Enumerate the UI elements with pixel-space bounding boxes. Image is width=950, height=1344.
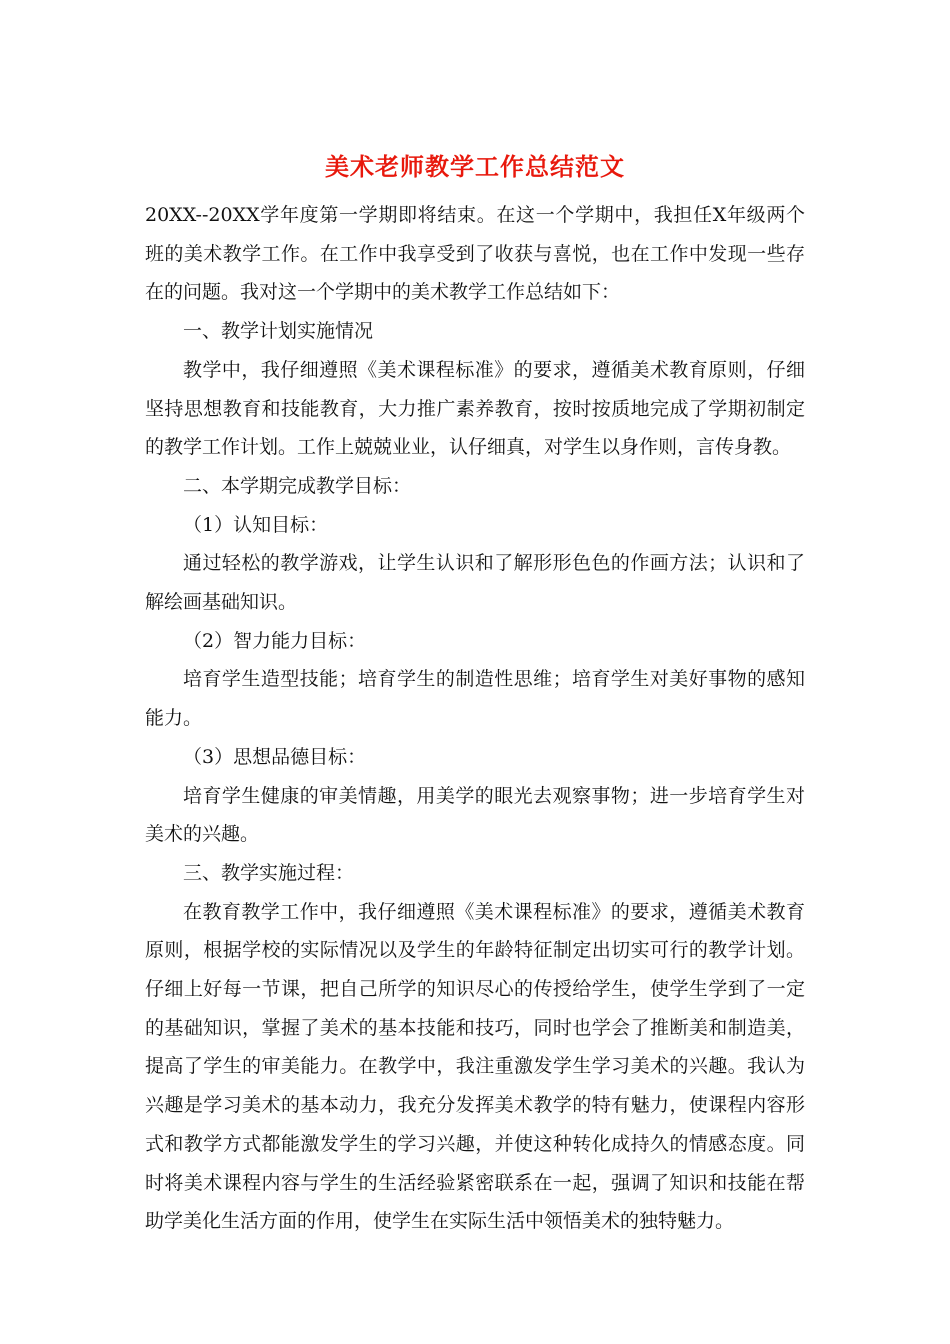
section-heading-1: 一、教学计划实施情况: [183, 320, 374, 343]
document-body: [145, 196, 805, 1241]
section-heading-3: 三、教学实施过程：: [183, 861, 355, 884]
ability-goal-paragraph: 培育学生造型技能；培育学生的制造性思维；培育学生对美好事物的感知能力。: [145, 668, 805, 730]
section-3-paragraph: 在教育教学工作中，我仔细遵照《美术课程标准》的要求，遵循美术教育原则，根据学校的实际情况以及学生的年龄特征制定出切实可行的教学计划。仔细上好每一节课，把自己所学的知识尽心的传授给学生，使学生学到了一定的基础知识，掌握了美术的基本技能和技巧，同时也学会了推断美和制造美，提高了学生的审美能力。在教学中，我注重激发学生学习美术的兴趣。我认为兴趣是学习美术的基本动力，我充分发挥美术教学的特有魅力，使课程内容形式和教学方式都能激发学生的学习兴趣，并使这种转化成持久的情感态度。同时将美术课程内容与学生的生活经验紧密联系在一起，强调了知识和技能在帮助学美化生活方面的作用，使学生在实际生活中领悟美术的独特魅力。: [145, 900, 805, 1233]
document-title: 美术老师教学工作总结范文: [325, 152, 625, 181]
section-heading-2: 二、本学期完成教学目标：: [183, 474, 412, 497]
moral-goal-paragraph: 培育学生健康的审美情趣，用美学的眼光去观察事物；进一步培育学生对美术的兴趣。: [145, 784, 805, 846]
intro-paragraph: 20XX--20XX学年度第一学期即将结束。在这一个学期中，我担任X年级两个班的美术教学工作。在工作中我享受到了收获与喜悦，也在工作中发现一些存在的问题。我对这一个学期中的美术教学工作总结如下：: [145, 204, 805, 304]
cognitive-goal-paragraph: 通过轻松的教学游戏，让学生认识和了解形形色色的作画方法；认识和了解绘画基础知识。: [145, 552, 805, 614]
subheading-moral-goal: （3）思想品德目标：: [183, 745, 367, 768]
subheading-ability-goal: （2）智力能力目标：: [183, 629, 367, 652]
subheading-cognitive-goal: （1）认知目标：: [183, 513, 329, 536]
section-1-paragraph: 教学中，我仔细遵照《美术课程标准》的要求，遵循美术教育原则，仔细坚持思想教育和技能教育，大力推广素养教育，按时按质地完成了学期初制定的教学工作计划。工作上兢兢业业，认仔细真，对学生以身作则，言传身教。: [145, 358, 805, 459]
